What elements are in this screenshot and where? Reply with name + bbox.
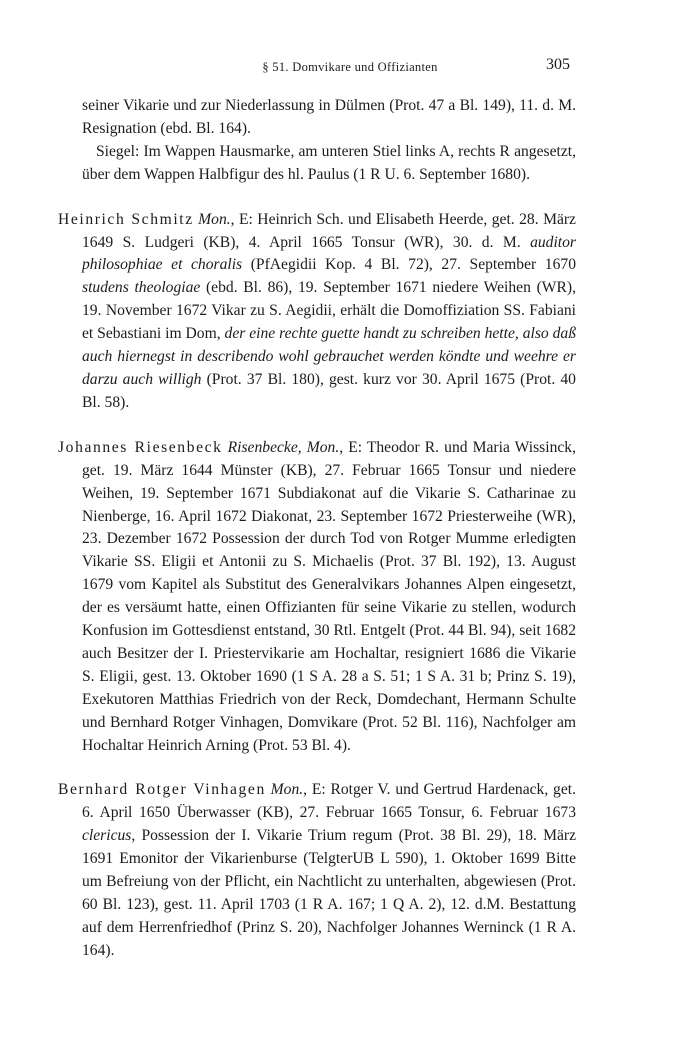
- running-head: § 51. Domvikare und Offizianten: [262, 60, 438, 74]
- entry-name: Heinrich Schmitz: [58, 210, 194, 228]
- text-segment: (ebd. Bl. 86), 19. September 1671 niedere Weihen (WR), 19. November 1672 Vikar zu S. Aegidii, erhält die Domoffiziation SS. Fabiani et Sebastiani im Dom,: [82, 279, 576, 343]
- text-segment: (Prot. 37 Bl. 180), gest. kurz vor 30. April 1675 (Prot. 40 Bl. 58).: [82, 370, 576, 411]
- italic-segment: Risenbecke, Mon.: [227, 438, 340, 456]
- entry-name: Bernhard Rotger Vinhagen: [58, 781, 266, 799]
- text-segment: , E: Rotger V. und Gertrud Hardenack, get. 6. April 1650 Überwasser (KB), 27. Februar 1665 Tonsur, 6. Februar 1673: [82, 781, 576, 822]
- text-segment: , Possession der I. Vikarie Trium regum (Prot. 38 Bl. 29), 18. März 1691 Emonitor der Vikarienburse (TelgterUB L 590), 1. Oktober 1699 Bitte um Befreiung von der Pflicht, ein Nachtlicht zu unterhalten, abgewiesen (Prot. 60 Bl. 123), gest. 11. April 1703 (1 R A. 167; 1 Q A. 2), 12. d.M. Bestattung auf dem Herrenfriedhof (Prinz S. 20), Nachfolger Johannes Werninck (1 R A. 164).: [82, 827, 576, 959]
- continuation-paragraph: seiner Vikarie und zur Niederlassung in Dülmen (Prot. 47 a Bl. 149), 11. d. M. Resignation (ebd. Bl. 164).: [82, 97, 576, 137]
- text-segment: (PfAegidii Kop. 4 Bl. 72), 27. September 1670: [242, 256, 576, 274]
- entry-text: [82, 211, 576, 411]
- seal-paragraph: Siegel: Im Wappen Hausmarke, am unteren Stiel links A, rechts R angesetzt, über dem Wappen Halbfigur des hl. Paulus (1 R U. 6. September 1680).: [82, 142, 576, 183]
- italic-segment: studens theologiae: [82, 279, 201, 297]
- page-number: 305: [546, 56, 570, 73]
- italic-segment: der eine rechte guette handt zu schreiben hette, also daß auch hiernegst in describendo wohl gebrauchet werden köndte und weehre er darzu auch willigh: [82, 325, 576, 388]
- entry-bernhard-rotger-vinhagen: [58, 779, 576, 962]
- page-header: [0, 56, 700, 80]
- italic-segment: clericus: [82, 827, 132, 845]
- text-segment: , E: Heinrich Sch. und Elisabeth Heerde, get. 28. März 1649 S. Ludgeri (KB), 4. April 1665 Tonsur (WR), 30. d. M.: [82, 210, 576, 251]
- entry-text: [82, 439, 576, 754]
- italic-segment: Mon.: [198, 210, 231, 228]
- italic-segment: Mon.: [270, 781, 304, 799]
- entry-name: Johannes Riesenbeck: [58, 438, 223, 456]
- italic-segment: auditor philosophiae et choralis: [82, 233, 576, 274]
- entry-heinrich-schmitz: [58, 209, 576, 415]
- text-segment: , E: Theodor R. und Maria Wissinck, get. 19. März 1644 Münster (KB), 27. Februar 1665 Tonsur und niedere Weihen, 19. September 1671 Subdiakonat auf die Vikarie S. Catharinae zu Nienberge, 16. April 1672 Diakonat, 23. September 1672 Priesterweihe (WR), 23. Dezember 1672 Possession der durch Tod von Rotger Mumme erledigten Vikarie SS. Eligii et Antonii zu S. Michaelis (Prot. 37 Bl. 192), 13. August 1679 vom Kapitel als Substitut des Generalvikars Johannes Alpen eingesetzt, der es versäumt hatte, einen Offizianten für seine Vikarie zu stellen, wodurch Konfusion im Gottesdienst entstand, 30 Rtl. Entgelt (Prot. 44 Bl. 94), seit 1682 auch Besitzer der I. Priestervikarie am Hochaltar, resigniert 1686 die Vikarie S. Eligii, gest. 13. Oktober 1690 (1 S A. 28 a S. 51; 1 S A. 31 b; Prinz S. 19), Exekutoren Matthias Friedrich von der Reck, Domdechant, Hermann Schulte und Bernhard Rotger Vinhagen, Domvikare (Prot. 52 Bl. 116), Nachfolger am Hochaltar Heinrich Arning (Prot. 53 Bl. 4).: [82, 438, 576, 754]
- entry-johannes-riesenbeck: [58, 437, 576, 758]
- entry-text: [82, 781, 576, 958]
- body-text: [58, 95, 576, 963]
